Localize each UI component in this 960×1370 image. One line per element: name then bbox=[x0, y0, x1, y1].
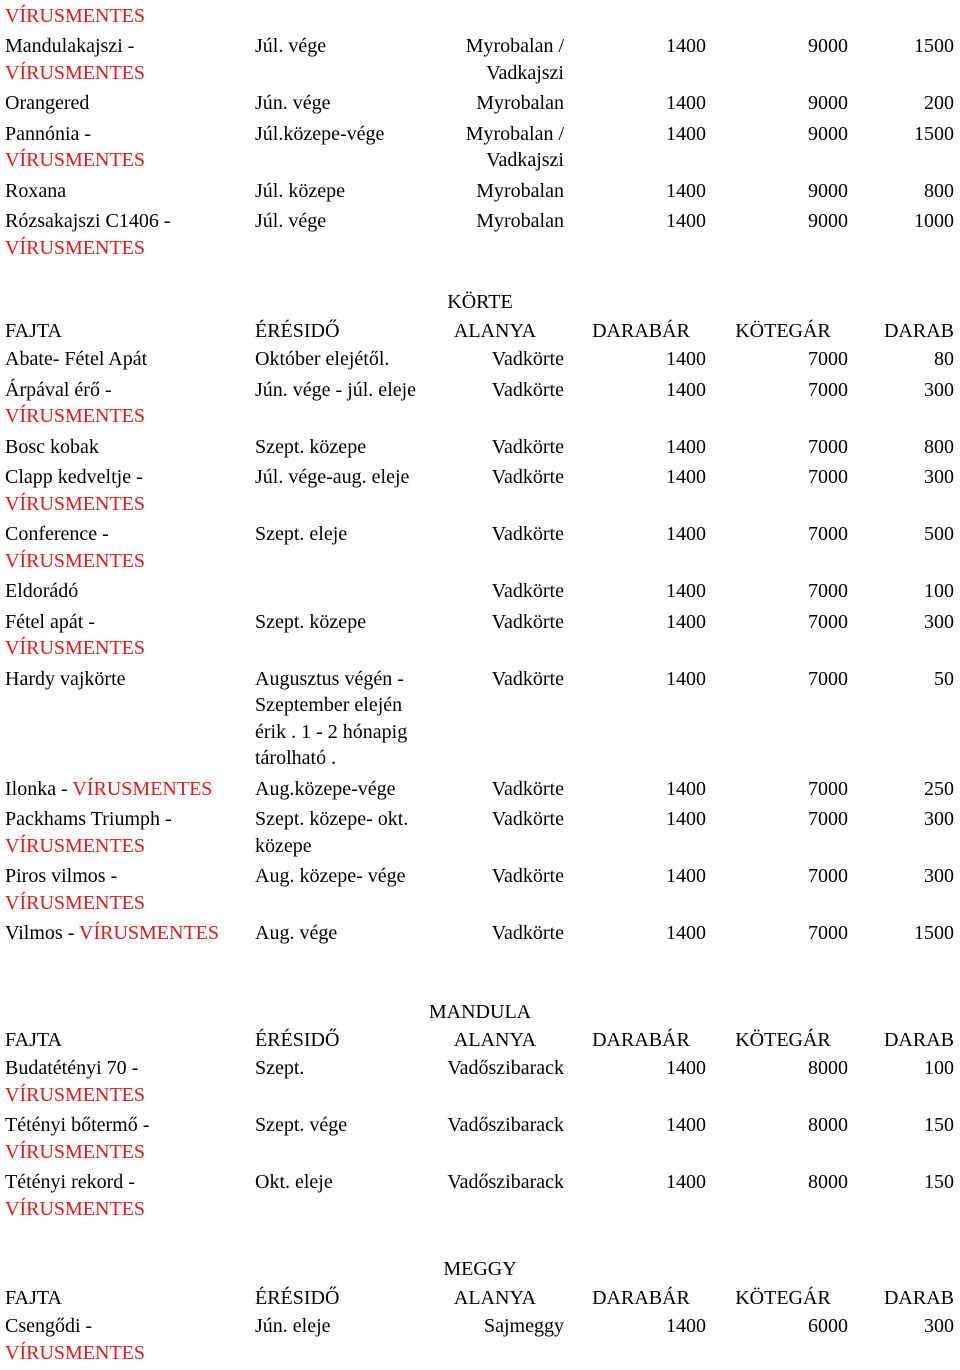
bundle-price: 9000 bbox=[808, 210, 848, 232]
table-row bbox=[0, 90, 960, 121]
virus-free-label: VÍRUSMENTES bbox=[72, 777, 213, 800]
header-kotegar: KÖTEGÁR bbox=[735, 320, 831, 342]
quantity: 500 bbox=[924, 523, 954, 545]
ripening-time: Aug. vége bbox=[255, 922, 338, 944]
quantity: 100 bbox=[924, 580, 954, 602]
rootstock: Vadőszibarack bbox=[447, 1057, 564, 1079]
bundle-price: 7000 bbox=[808, 922, 848, 944]
variety-cell bbox=[0, 464, 255, 521]
unit-price: 1400 bbox=[666, 35, 706, 57]
table-row bbox=[0, 1055, 960, 1112]
unit-price: 1400 bbox=[666, 865, 706, 887]
bundle-price: 8000 bbox=[808, 1057, 848, 1079]
variety-name: Budatétényi 70 - bbox=[5, 1057, 139, 1079]
unit-price: 1400 bbox=[666, 777, 706, 800]
virus-free-label: VÍRUSMENTES bbox=[5, 236, 146, 259]
table-row bbox=[0, 208, 960, 265]
variety-name: Bosc kobak bbox=[5, 435, 99, 458]
table-row bbox=[0, 521, 960, 578]
rootstock: Sajmeggy bbox=[484, 1315, 564, 1337]
quantity: 300 bbox=[924, 610, 954, 633]
virus-free-label: VÍRUSMENTES bbox=[5, 1341, 146, 1364]
virus-free-label: VÍRUSMENTES bbox=[5, 1140, 146, 1163]
bundle-price: 7000 bbox=[808, 466, 848, 488]
unit-price: 1400 bbox=[666, 466, 706, 488]
bundle-price: 7000 bbox=[808, 348, 848, 370]
unit-price: 1400 bbox=[666, 210, 706, 232]
ripening-time: Júl. vége bbox=[255, 35, 327, 57]
ripening-time: Szept. közepe bbox=[255, 610, 367, 633]
rootstock: Vadkörte bbox=[491, 466, 564, 488]
ripening-time: Júl. vége bbox=[255, 210, 327, 232]
quantity: 250 bbox=[924, 777, 954, 800]
ripening-time: Augusztus végén - Szeptember elején érik . 1 - 2 hónapig tárolható . bbox=[255, 667, 408, 769]
variety-cell bbox=[0, 666, 255, 776]
ripening-time: Aug. közepe- vége bbox=[255, 865, 406, 887]
bundle-price: 9000 bbox=[808, 35, 848, 57]
section-title-mandula: MANDULA bbox=[428, 1001, 532, 1023]
virus-free-label: VÍRUSMENTES bbox=[5, 149, 146, 171]
unit-price: 1400 bbox=[666, 435, 706, 458]
variety-name: Clapp kedveltje - bbox=[5, 466, 143, 488]
table-row bbox=[0, 33, 960, 90]
rootstock: Myrobalan / Vadkajszi bbox=[465, 122, 564, 171]
header-eresido: ÉRÉSIDŐ bbox=[255, 320, 340, 342]
variety-cell bbox=[0, 434, 255, 465]
header-darab: DARAB bbox=[883, 1029, 954, 1051]
virus-free-label: VÍRUSMENTES bbox=[5, 549, 146, 572]
ripening-time: Szept. közepe bbox=[255, 435, 367, 458]
quantity: 300 bbox=[924, 1315, 954, 1337]
table-header-row bbox=[0, 1283, 960, 1313]
rootstock: Vadkörte bbox=[491, 667, 564, 690]
variety-cell bbox=[0, 208, 255, 265]
unit-price: 1400 bbox=[666, 523, 706, 545]
bundle-price: 7000 bbox=[808, 865, 848, 887]
ripening-time: Jún. vége bbox=[255, 92, 331, 114]
variety-name: Pannónia - bbox=[5, 122, 92, 145]
bundle-price: 7000 bbox=[808, 580, 848, 602]
quantity: 100 bbox=[924, 1057, 954, 1079]
ripening-time: Szept. közepe- okt. közepe bbox=[255, 808, 409, 857]
variety-cell bbox=[0, 90, 255, 121]
table-row bbox=[0, 121, 960, 178]
ripening-time: Szept. eleje bbox=[255, 523, 348, 545]
table-row bbox=[0, 666, 960, 776]
unit-price: 1400 bbox=[666, 348, 706, 370]
table-row bbox=[0, 464, 960, 521]
virus-free-label: VÍRUSMENTES bbox=[5, 1197, 146, 1220]
virus-free-label: VÍRUSMENTES bbox=[5, 637, 146, 659]
bundle-price: 7000 bbox=[808, 808, 848, 830]
variety-name: Vilmos - bbox=[5, 922, 75, 944]
header-alanya: ALANYA bbox=[453, 1029, 537, 1051]
unit-price: 1400 bbox=[666, 610, 706, 633]
table-row bbox=[0, 1169, 960, 1226]
variety-cell bbox=[0, 121, 255, 178]
rootstock: Vadkörte bbox=[491, 378, 564, 401]
bundle-price: 7000 bbox=[808, 777, 848, 800]
rootstock: Vadkörte bbox=[491, 523, 564, 545]
quantity: 300 bbox=[924, 808, 954, 830]
table-row bbox=[0, 178, 960, 209]
rootstock: Vadkörte bbox=[491, 348, 564, 370]
variety-cell bbox=[0, 920, 255, 951]
variety-name: Packhams Triumph - bbox=[5, 808, 172, 830]
unit-price: 1400 bbox=[666, 1057, 706, 1079]
variety-cell bbox=[0, 1112, 255, 1169]
header-darab: DARAB bbox=[883, 1287, 954, 1309]
rootstock: Vadkörte bbox=[491, 777, 564, 800]
rootstock: Myrobalan bbox=[476, 179, 564, 202]
header-fajta: FAJTA bbox=[5, 1287, 62, 1309]
rootstock: Vadkörte bbox=[491, 808, 564, 830]
variety-name: Eldorádó bbox=[5, 580, 79, 602]
variety-cell bbox=[0, 1313, 255, 1370]
bundle-price: 7000 bbox=[808, 523, 848, 545]
quantity: 300 bbox=[924, 466, 954, 488]
unit-price: 1400 bbox=[666, 1315, 706, 1337]
table-header-row bbox=[0, 316, 960, 346]
quantity: 300 bbox=[924, 865, 954, 887]
variety-name: Piros vilmos - bbox=[5, 865, 118, 887]
table-row bbox=[0, 863, 960, 920]
ripening-time bbox=[255, 578, 420, 609]
rootstock: Vadkörte bbox=[491, 922, 564, 944]
header-eresido: ÉRÉSIDŐ bbox=[255, 1287, 340, 1309]
table-header-row bbox=[0, 1025, 960, 1055]
ripening-time: Júl. vége-aug. eleje bbox=[255, 466, 410, 488]
header-darabar: DARABÁR bbox=[592, 320, 690, 342]
quantity: 200 bbox=[924, 92, 954, 114]
unit-price: 1400 bbox=[666, 922, 706, 944]
virus-free-label: VÍRUSMENTES bbox=[5, 1083, 146, 1106]
bundle-price: 6000 bbox=[808, 1315, 848, 1337]
rootstock: Vadkörte bbox=[491, 865, 564, 887]
virus-free-label: VÍRUSMENTES bbox=[5, 61, 146, 84]
rootstock: Myrobalan / Vadkajszi bbox=[465, 35, 564, 84]
virus-free-label: VÍRUSMENTES bbox=[5, 405, 146, 427]
rootstock: Vadőszibarack bbox=[447, 1171, 564, 1193]
variety-name: Tétényi rekord - bbox=[5, 1171, 135, 1193]
unit-price: 1400 bbox=[666, 1171, 706, 1193]
rootstock: Vadőszibarack bbox=[447, 1114, 564, 1136]
variety-name: Fétel apát - bbox=[5, 610, 95, 633]
unit-price: 1400 bbox=[666, 667, 706, 690]
header-darabar: DARABÁR bbox=[592, 1287, 690, 1309]
variety-cell bbox=[0, 578, 255, 609]
virus-free-label: VÍRUSMENTES bbox=[5, 834, 146, 857]
variety-name: Conference - bbox=[5, 523, 109, 545]
unit-price: 1400 bbox=[666, 378, 706, 401]
rootstock: Vadkörte bbox=[491, 435, 564, 458]
variety-cell bbox=[0, 178, 255, 209]
ripening-time: Szept. vége bbox=[255, 1114, 348, 1136]
ripening-time: Jún. vége - júl. eleje bbox=[255, 378, 417, 401]
bundle-price: 8000 bbox=[808, 1114, 848, 1136]
unit-price: 1400 bbox=[666, 179, 706, 202]
variety-cell bbox=[0, 609, 255, 666]
variety-name: Rózsakajszi C1406 - bbox=[5, 210, 171, 232]
table-row bbox=[0, 1112, 960, 1169]
section-title-korte: KÖRTE bbox=[447, 291, 513, 313]
variety-cell bbox=[0, 1055, 255, 1112]
table-meggy bbox=[0, 1283, 960, 1370]
variety-cell bbox=[0, 377, 255, 434]
quantity: 80 bbox=[934, 348, 954, 370]
variety-cell bbox=[0, 776, 255, 807]
unit-price: 1400 bbox=[666, 808, 706, 830]
quantity: 50 bbox=[934, 667, 954, 690]
table-continuation bbox=[0, 33, 960, 265]
variety-name: Árpával érő - bbox=[5, 378, 112, 401]
table-row bbox=[0, 776, 960, 807]
variety-name: Tétényi bőtermő - bbox=[5, 1114, 150, 1136]
ripening-time: Jún. eleje bbox=[255, 1315, 331, 1337]
table-row bbox=[0, 434, 960, 465]
bundle-price: 9000 bbox=[808, 92, 848, 114]
quantity: 1500 bbox=[914, 922, 954, 944]
header-alanya: ALANYA bbox=[453, 320, 537, 342]
header-kotegar: KÖTEGÁR bbox=[735, 1029, 831, 1051]
variety-name: Ilonka - bbox=[5, 777, 68, 800]
ripening-time: Szept. bbox=[255, 1057, 305, 1079]
header-kotegar: KÖTEGÁR bbox=[735, 1287, 831, 1309]
table-mandula bbox=[0, 1025, 960, 1226]
quantity: 150 bbox=[924, 1171, 954, 1193]
header-fajta: FAJTA bbox=[5, 1029, 62, 1051]
variety-cell bbox=[0, 863, 255, 920]
virus-free-label: VÍRUSMENTES bbox=[79, 922, 220, 944]
header-eresido: ÉRÉSIDŐ bbox=[255, 1029, 340, 1051]
rootstock: Vadkörte bbox=[491, 580, 564, 602]
quantity: 1000 bbox=[914, 210, 954, 232]
bundle-price: 8000 bbox=[808, 1171, 848, 1193]
rootstock: Myrobalan bbox=[476, 210, 564, 232]
quantity: 300 bbox=[924, 378, 954, 401]
table-korte bbox=[0, 316, 960, 951]
quantity: 1500 bbox=[914, 122, 954, 145]
unit-price: 1400 bbox=[666, 92, 706, 114]
variety-name: Orangered bbox=[5, 92, 90, 114]
top-virus-label: VÍRUSMENTES bbox=[5, 5, 146, 27]
virus-free-label: VÍRUSMENTES bbox=[5, 891, 146, 914]
bundle-price: 7000 bbox=[808, 378, 848, 401]
variety-cell bbox=[0, 806, 255, 863]
table-row bbox=[0, 609, 960, 666]
bundle-price: 9000 bbox=[808, 122, 848, 145]
header-fajta: FAJTA bbox=[5, 320, 62, 342]
ripening-time: Aug.közepe-vége bbox=[255, 777, 396, 800]
bundle-price: 7000 bbox=[808, 435, 848, 458]
header-darab: DARAB bbox=[883, 320, 954, 342]
unit-price: 1400 bbox=[666, 1114, 706, 1136]
header-alanya: ALANYA bbox=[453, 1287, 537, 1309]
ripening-time: Júl.közepe-vége bbox=[255, 122, 385, 145]
bundle-price: 7000 bbox=[808, 610, 848, 633]
section-title-meggy: MEGGY bbox=[443, 1258, 517, 1280]
table-row bbox=[0, 920, 960, 951]
variety-name: Mandulakajszi - bbox=[5, 35, 135, 57]
variety-cell bbox=[0, 1169, 255, 1226]
ripening-time: Okt. eleje bbox=[255, 1171, 333, 1193]
table-row bbox=[0, 1313, 960, 1370]
variety-cell bbox=[0, 33, 255, 90]
variety-cell bbox=[0, 521, 255, 578]
quantity: 150 bbox=[924, 1114, 954, 1136]
quantity: 800 bbox=[924, 179, 954, 202]
unit-price: 1400 bbox=[666, 122, 706, 145]
ripening-time: Júl. közepe bbox=[255, 179, 345, 202]
unit-price: 1400 bbox=[666, 580, 706, 602]
quantity: 800 bbox=[924, 435, 954, 458]
variety-name: Hardy vajkörte bbox=[5, 667, 126, 690]
bundle-price: 7000 bbox=[808, 667, 848, 690]
variety-name: Roxana bbox=[5, 179, 67, 202]
rootstock: Vadkörte bbox=[491, 610, 564, 633]
ripening-time: Október elejétől. bbox=[255, 348, 390, 370]
virus-free-label: VÍRUSMENTES bbox=[5, 492, 146, 515]
variety-name: Csengődi - bbox=[5, 1315, 93, 1337]
variety-cell bbox=[0, 346, 255, 377]
quantity: 1500 bbox=[914, 35, 954, 57]
table-row bbox=[0, 578, 960, 609]
header-darabar: DARABÁR bbox=[592, 1029, 690, 1051]
variety-name: Abate- Fétel Apát bbox=[5, 348, 148, 370]
bundle-price: 9000 bbox=[808, 179, 848, 202]
table-row bbox=[0, 346, 960, 377]
table-row bbox=[0, 806, 960, 863]
rootstock: Myrobalan bbox=[476, 92, 564, 114]
table-row bbox=[0, 377, 960, 434]
